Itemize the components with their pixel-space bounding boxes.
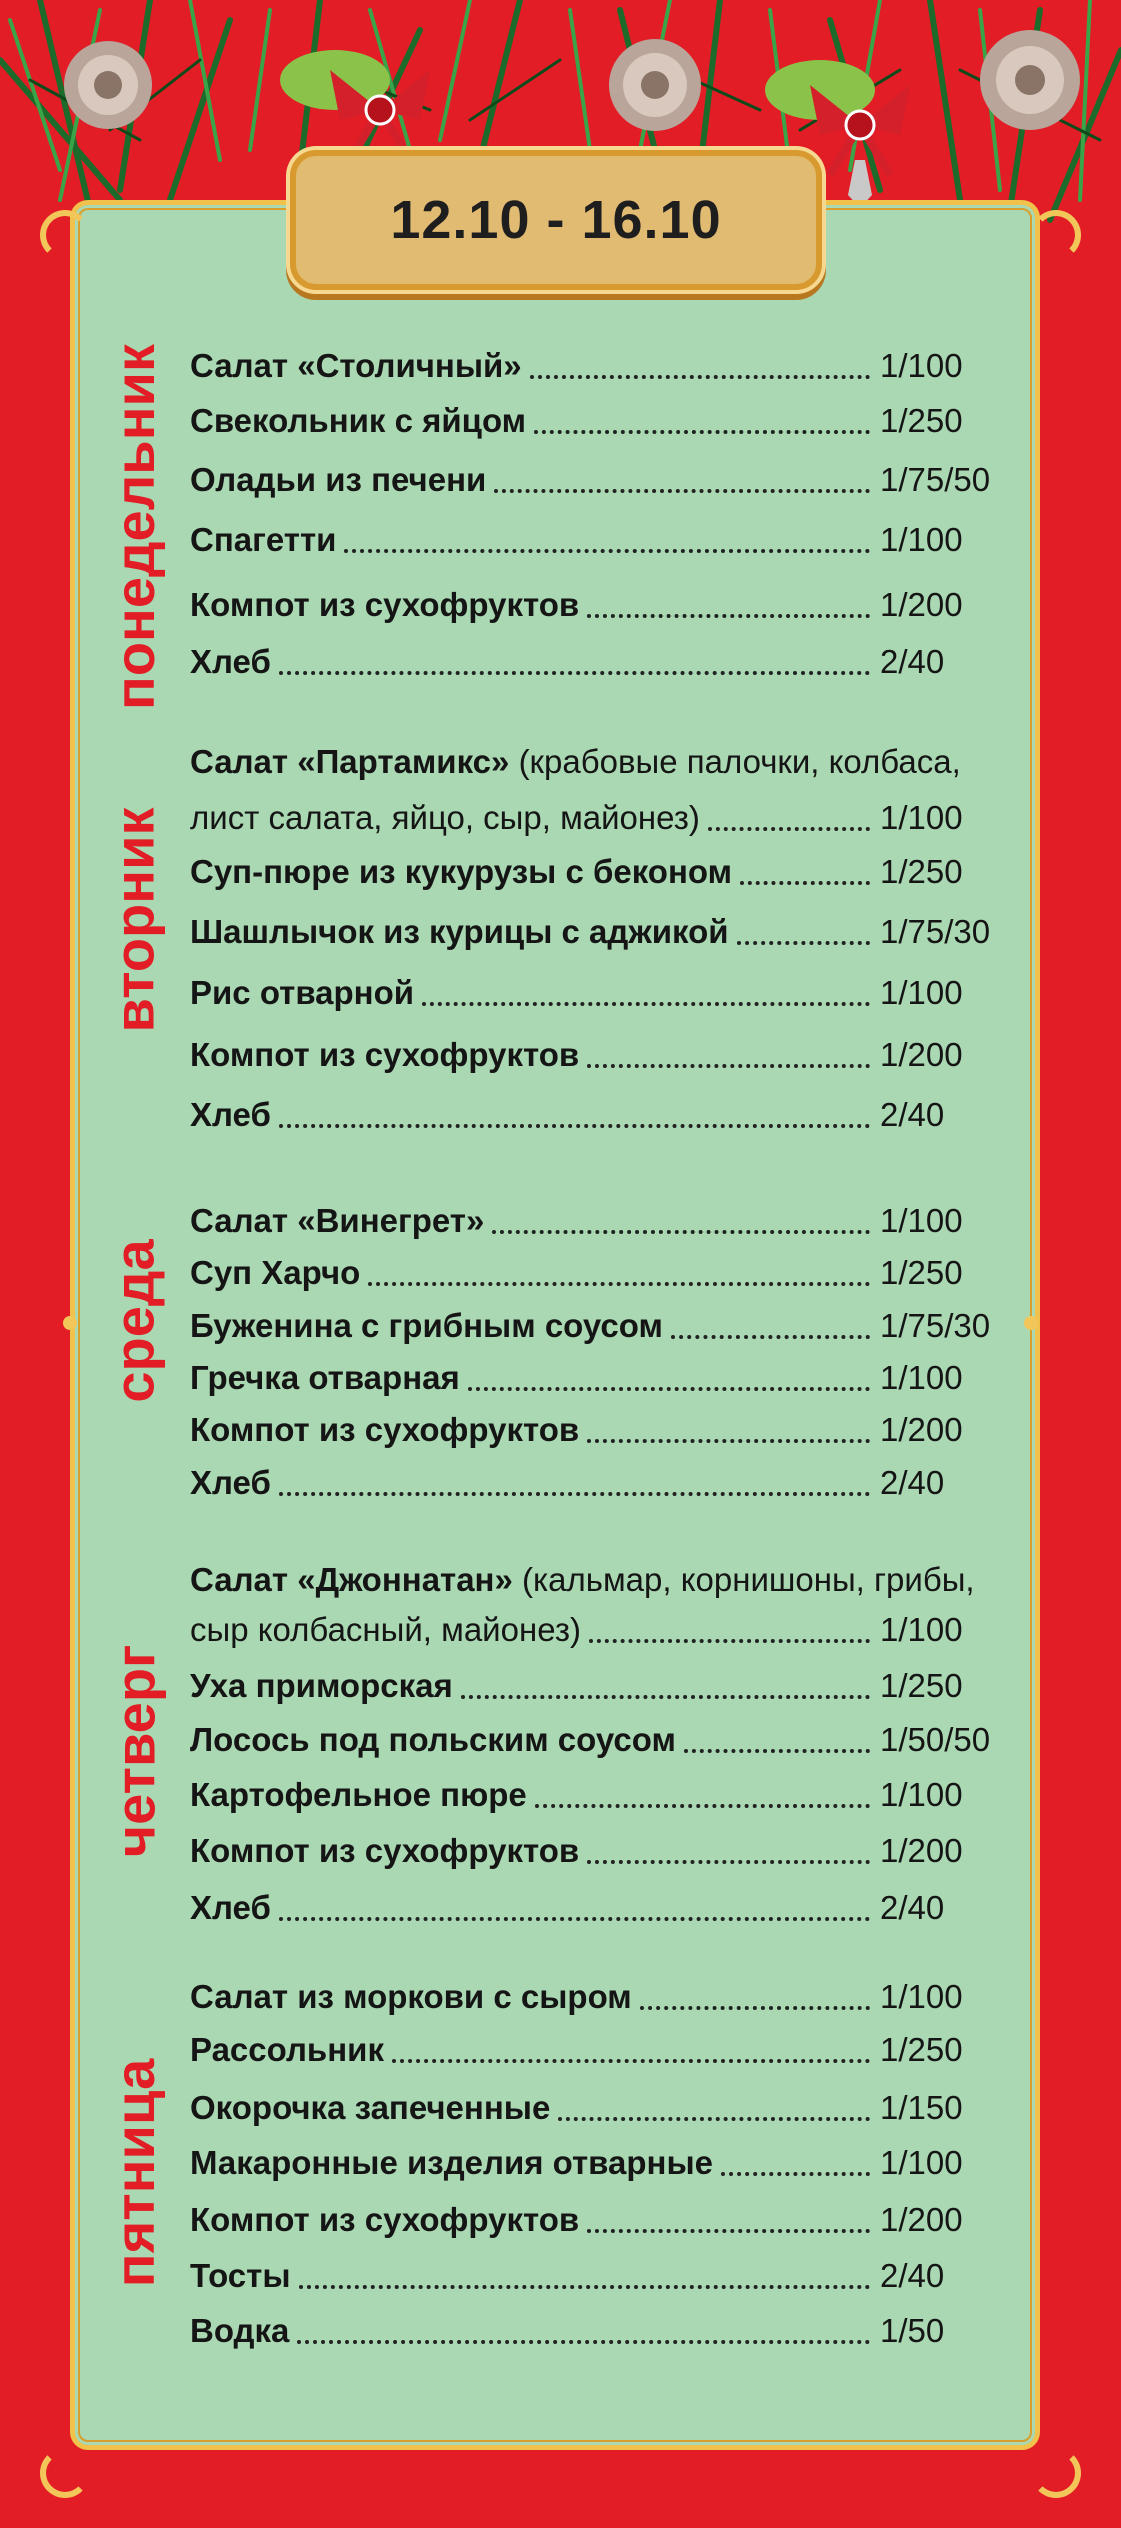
portion-size: 1/250 bbox=[880, 2031, 963, 2068]
menu-item bbox=[190, 1775, 990, 1815]
menu-item bbox=[190, 520, 990, 560]
menu-item bbox=[190, 642, 990, 682]
portion-size: 1/50 bbox=[880, 2312, 945, 2349]
leader-dots bbox=[297, 2340, 870, 2344]
dish-title: Салат «Джоннатан» bbox=[190, 1561, 513, 1598]
menu-item bbox=[190, 1410, 990, 1450]
dish-title: Водка bbox=[190, 2312, 290, 2349]
day-label-text: понедельник bbox=[103, 344, 166, 710]
leader-dots bbox=[587, 1064, 870, 1068]
leader-dots bbox=[279, 671, 870, 675]
portion-size: 1/100 bbox=[880, 347, 963, 384]
dish-title: Рассольник bbox=[190, 2031, 384, 2068]
dish-title: Салат «Партамикс» bbox=[190, 743, 510, 780]
dish-name bbox=[190, 585, 579, 625]
menu-item bbox=[190, 1463, 990, 1503]
pine-cone-icon bbox=[609, 39, 701, 131]
portion-size: 1/150 bbox=[880, 2089, 963, 2126]
leader-dots bbox=[708, 827, 870, 831]
dish-name bbox=[190, 2088, 550, 2128]
portion-size: 2/40 bbox=[880, 1889, 945, 1926]
menu-item bbox=[190, 1095, 990, 1135]
dish-title: Уха приморская bbox=[190, 1667, 453, 1704]
leader-dots bbox=[534, 430, 870, 434]
leader-dots bbox=[558, 2117, 870, 2121]
menu-item bbox=[190, 2030, 990, 2070]
dish-title: Хлеб bbox=[190, 1096, 271, 1133]
menu-item bbox=[190, 1666, 990, 1706]
portion-size: 1/100 bbox=[880, 1611, 963, 1648]
portion-size: 1/75/50 bbox=[880, 461, 991, 498]
portion-size: 1/250 bbox=[880, 1667, 963, 1704]
dish-name bbox=[190, 1253, 360, 1293]
dish-note-continuation: сыр колбасный, майонез) bbox=[190, 1611, 581, 1648]
dish-name bbox=[190, 460, 486, 500]
portion-size: 1/100 bbox=[880, 799, 963, 836]
dish-title: Компот из сухофруктов bbox=[190, 1832, 580, 1869]
dish-name bbox=[190, 401, 526, 441]
leader-dots bbox=[530, 375, 870, 379]
portion-size: 1/200 bbox=[880, 1411, 963, 1448]
dish-title: Тосты bbox=[190, 2257, 291, 2294]
menu-item bbox=[190, 1035, 990, 1075]
portion-size: 1/100 bbox=[880, 1202, 963, 1239]
portion-size: 2/40 bbox=[880, 1096, 945, 1133]
dish-name bbox=[190, 1358, 460, 1398]
portion-size: 1/100 bbox=[880, 521, 963, 558]
dish-title: Хлеб bbox=[190, 643, 271, 680]
portion-size: 1/75/30 bbox=[880, 913, 991, 950]
dish-name bbox=[190, 912, 729, 952]
leader-dots bbox=[587, 614, 870, 618]
portion-size: 1/75/30 bbox=[880, 1307, 991, 1344]
menu-item bbox=[190, 852, 990, 892]
leader-dots bbox=[589, 1639, 870, 1643]
dish-name bbox=[190, 1035, 579, 1075]
leader-dots bbox=[494, 489, 870, 493]
menu-item bbox=[190, 2200, 990, 2240]
dish-name bbox=[190, 1306, 663, 1346]
portion-size: 2/40 bbox=[880, 2257, 945, 2294]
dish-title: Буженина с грибным соусом bbox=[190, 1307, 663, 1344]
date-range-plaque bbox=[290, 150, 822, 290]
menu-item bbox=[190, 401, 990, 441]
leader-dots bbox=[640, 2006, 870, 2010]
leader-dots bbox=[587, 1860, 870, 1864]
leader-dots bbox=[535, 1804, 870, 1808]
dish-name bbox=[190, 1410, 579, 1450]
menu-item-continuation bbox=[190, 798, 990, 838]
menu-item bbox=[190, 1831, 990, 1871]
portion-size: 1/100 bbox=[880, 974, 963, 1011]
corner-ornament bbox=[1021, 200, 1091, 270]
leader-dots bbox=[279, 1917, 870, 1921]
dish-title: Компот из сухофруктов bbox=[190, 1036, 580, 1073]
menu-item bbox=[190, 2311, 990, 2351]
menu-item bbox=[190, 2256, 990, 2296]
leader-dots bbox=[737, 941, 870, 945]
dish-name bbox=[190, 973, 414, 1013]
portion-size: 2/40 bbox=[880, 643, 945, 680]
dish-name bbox=[190, 1775, 527, 1815]
dish-title: Салат «Столичный» bbox=[190, 347, 522, 384]
dish-title: Хлеб bbox=[190, 1889, 271, 1926]
dish-name bbox=[190, 520, 336, 560]
side-ornament bbox=[1024, 1316, 1038, 1330]
leader-dots bbox=[344, 549, 870, 553]
dish-title: Компот из сухофруктов bbox=[190, 586, 580, 623]
pine-cone-icon bbox=[980, 30, 1080, 130]
leader-dots bbox=[392, 2059, 870, 2063]
menu-item bbox=[190, 460, 990, 500]
menu-item bbox=[190, 1358, 990, 1398]
portion-size: 1/200 bbox=[880, 2201, 963, 2238]
dish-name bbox=[190, 2143, 713, 2183]
dish-title: Суп-пюре из кукурузы с беконом bbox=[190, 853, 733, 890]
dish-note: (кальмар, корнишоны, грибы, bbox=[522, 1561, 975, 1598]
menu-item bbox=[190, 1201, 990, 1241]
portion-size: 1/100 bbox=[880, 1978, 963, 2015]
menu-item bbox=[190, 1888, 990, 1928]
dish-name bbox=[190, 1463, 271, 1503]
menu-item bbox=[190, 973, 990, 1013]
corner-ornament bbox=[30, 2438, 100, 2508]
dish-title: Суп Харчо bbox=[190, 1254, 361, 1291]
leader-dots bbox=[587, 1439, 870, 1443]
dish-note: (крабовые палочки, колбаса, bbox=[518, 743, 961, 780]
leader-dots bbox=[368, 1282, 870, 1286]
portion-size: 1/200 bbox=[880, 1832, 963, 1869]
dish-title: Компот из сухофруктов bbox=[190, 1411, 580, 1448]
dish-title: Компот из сухофруктов bbox=[190, 2201, 580, 2238]
portion-size: 1/100 bbox=[880, 2144, 963, 2181]
leader-dots bbox=[299, 2285, 870, 2289]
day-label-text: среда bbox=[103, 1239, 166, 1403]
day-label-text: четверг bbox=[103, 1644, 166, 1858]
portion-size: 1/200 bbox=[880, 586, 963, 623]
dish-name bbox=[190, 1720, 676, 1760]
portion-size: 1/250 bbox=[880, 402, 963, 439]
portion-size: 1/100 bbox=[880, 1776, 963, 1813]
menu-item bbox=[190, 1560, 990, 1600]
dish-title: Спагетти bbox=[190, 521, 337, 558]
menu-item bbox=[190, 1306, 990, 1346]
dish-name bbox=[190, 1201, 484, 1241]
dish-name bbox=[190, 2200, 579, 2240]
portion-size: 1/250 bbox=[880, 853, 963, 890]
day-label-text: вторник bbox=[103, 807, 167, 1033]
pine-cone-icon bbox=[64, 41, 152, 129]
leader-dots bbox=[721, 2172, 870, 2176]
menu-item bbox=[190, 1253, 990, 1293]
dish-name bbox=[190, 346, 522, 386]
portion-size: 1/250 bbox=[880, 1254, 963, 1291]
dish-title: Салат «Винегрет» bbox=[190, 1202, 485, 1239]
leader-dots bbox=[279, 1124, 870, 1128]
menu-item bbox=[190, 912, 990, 952]
portion-size: 2/40 bbox=[880, 1464, 945, 1501]
dish-title: Шашлычок из курицы с аджикой bbox=[190, 913, 729, 950]
portion-size: 1/200 bbox=[880, 1036, 963, 1073]
dish-name bbox=[190, 1888, 271, 1928]
dish-title: Рис отварной bbox=[190, 974, 415, 1011]
dish-title: Окорочка запеченные bbox=[190, 2089, 551, 2126]
leader-dots bbox=[279, 1492, 870, 1496]
leader-dots bbox=[422, 1002, 870, 1006]
leader-dots bbox=[461, 1695, 870, 1699]
menu-item bbox=[190, 1720, 990, 1760]
menu-item bbox=[190, 2143, 990, 2183]
dish-title: Лосось под польским соусом bbox=[190, 1721, 676, 1758]
dish-name bbox=[190, 852, 732, 892]
side-ornament bbox=[63, 1316, 77, 1330]
dish-title: Свекольник с яйцом bbox=[190, 402, 527, 439]
day-label-text: пятница bbox=[103, 2058, 166, 2288]
dish-name bbox=[190, 642, 271, 682]
dish-title: Салат из моркови с сыром bbox=[190, 1978, 632, 2015]
menu-item-continuation bbox=[190, 1610, 990, 1650]
dish-title: Оладьи из печени bbox=[190, 461, 487, 498]
menu-item bbox=[190, 742, 990, 782]
dish-name bbox=[190, 1095, 271, 1135]
menu-item bbox=[190, 346, 990, 386]
leader-dots bbox=[740, 881, 870, 885]
dish-title: Макаронные изделия отварные bbox=[190, 2144, 713, 2181]
dish-title: Хлеб bbox=[190, 1464, 271, 1501]
dish-note-continuation: лист салата, яйцо, сыр, майонез) bbox=[190, 799, 700, 836]
menu-item bbox=[190, 2088, 990, 2128]
leader-dots bbox=[671, 1335, 870, 1339]
corner-ornament bbox=[30, 200, 100, 270]
dish-name bbox=[190, 1560, 975, 1600]
leader-dots bbox=[684, 1749, 870, 1753]
portion-size: 1/100 bbox=[880, 1359, 963, 1396]
dish-name bbox=[190, 1831, 579, 1871]
dish-name bbox=[190, 2030, 384, 2070]
portion-size: 1/50/50 bbox=[880, 1721, 991, 1758]
corner-ornament bbox=[1021, 2438, 1091, 2508]
dish-name bbox=[190, 1666, 453, 1706]
dish-name bbox=[190, 2311, 289, 2351]
dish-name bbox=[190, 742, 961, 782]
menu-item bbox=[190, 585, 990, 625]
dish-title: Гречка отварная bbox=[190, 1359, 460, 1396]
leader-dots bbox=[468, 1387, 870, 1391]
dish-name bbox=[190, 2256, 291, 2296]
dish-name bbox=[190, 1977, 632, 2017]
leader-dots bbox=[492, 1230, 870, 1234]
leader-dots bbox=[587, 2229, 870, 2233]
dish-title: Картофельное пюре bbox=[190, 1776, 527, 1813]
date-range: 12.10 - 16.10 bbox=[390, 190, 722, 250]
menu-item bbox=[190, 1977, 990, 2017]
